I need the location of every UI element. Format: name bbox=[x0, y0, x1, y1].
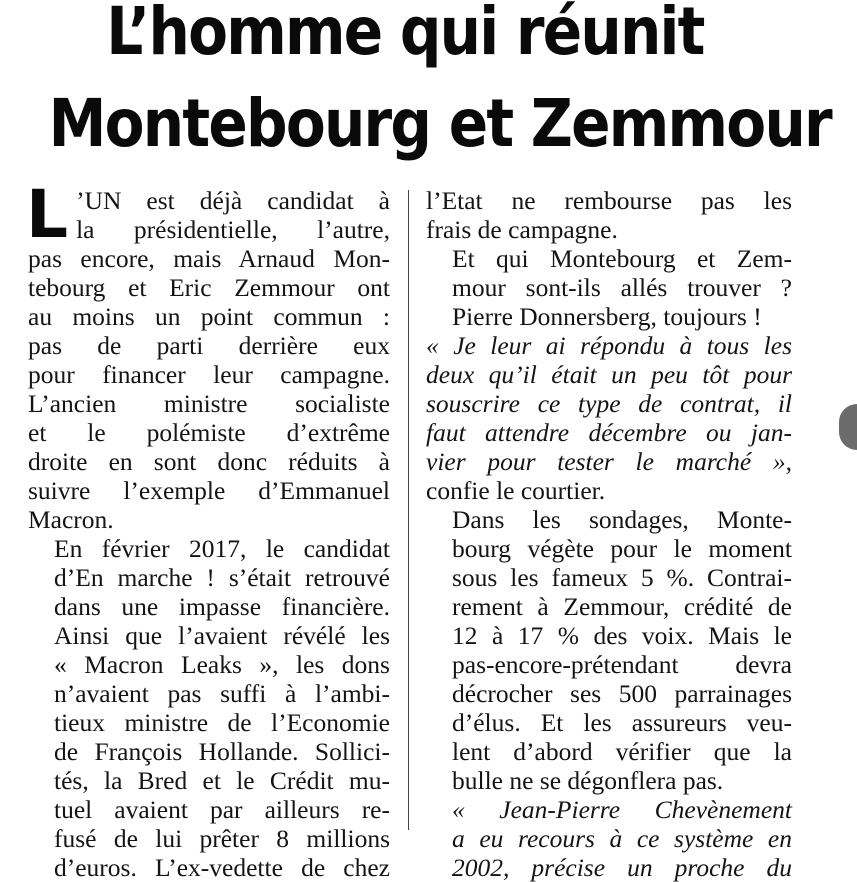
text-line: faut attendre décembre ou jan- bbox=[426, 418, 792, 447]
text-line: bourg végète pour le moment bbox=[452, 534, 792, 563]
text-line: tieux ministre de l’Economie bbox=[54, 708, 390, 737]
paragraph-quote bbox=[426, 331, 792, 505]
text-line: « Jean-Pierre Chevènement bbox=[452, 795, 792, 824]
text-line: d’En marche ! s’était retrouvé bbox=[54, 563, 390, 592]
text-line: d’élus. Et les assureurs veu- bbox=[452, 708, 792, 737]
text-line: 2002, précise un proche du bbox=[452, 853, 792, 882]
paragraph-continued bbox=[426, 186, 792, 244]
text-line: pas-encore-prétendant devra bbox=[452, 650, 792, 679]
text-line: frais de campagne. bbox=[426, 215, 618, 244]
text-line: L’ancien ministre socialiste bbox=[28, 389, 390, 418]
text-line: a eu recours à ce système en bbox=[452, 824, 792, 853]
page-turn-handle[interactable] bbox=[839, 404, 857, 450]
text-line: la présidentielle, l’autre, bbox=[76, 215, 390, 244]
text-line: Dans les sondages, Monte- bbox=[452, 505, 792, 534]
drop-cap: L bbox=[26, 176, 69, 253]
article-column-left bbox=[26, 176, 390, 882]
text-line: de François Hollande. Sollici- bbox=[54, 737, 390, 766]
text-line: En février 2017, le candidat bbox=[54, 534, 390, 563]
text-line: Pierre Donnersberg, toujours ! bbox=[452, 302, 762, 331]
text-line: pas encore, mais Arnaud Mon- bbox=[28, 244, 390, 273]
text-line: suivre l’exemple d’Emmanuel bbox=[28, 476, 390, 505]
article-headline bbox=[48, 0, 831, 170]
text-line: Macron. bbox=[28, 505, 114, 534]
text-line: décrocher ses 500 parrainages bbox=[452, 679, 792, 708]
headline-line-2: Montebourg et Zemmour bbox=[48, 85, 831, 162]
text-line: ’UN est déjà candidat à bbox=[76, 186, 390, 215]
text-line: « Macron Leaks », les dons bbox=[54, 650, 390, 679]
text-line: sous les fameux 5 %. Contrai- bbox=[452, 563, 792, 592]
text-line: fusé de lui prêter 8 millions bbox=[54, 824, 390, 853]
text-line: et le polémiste d’extrême bbox=[28, 418, 390, 447]
quote-attribution: confie le courtier. bbox=[426, 476, 606, 505]
text-line: d’euros. L’ex-vedette de chez bbox=[54, 853, 390, 882]
column-divider bbox=[408, 190, 409, 830]
text-line: tuel avaient par ailleurs re- bbox=[54, 795, 390, 824]
text-line: rement à Zemmour, crédité de bbox=[452, 592, 792, 621]
paragraph-chevenement bbox=[426, 795, 792, 882]
paragraph-polls bbox=[426, 505, 792, 795]
text-line: vier pour tester le marché », bbox=[426, 447, 792, 476]
text-line: n’avaient pas suffi à l’ambi- bbox=[54, 679, 390, 708]
text-line: au moins un point commun : bbox=[28, 302, 390, 331]
text-line: pour financer leur campagne. bbox=[28, 360, 390, 389]
article-column-right bbox=[426, 186, 792, 882]
text-line: pas de parti derrière eux bbox=[28, 331, 390, 360]
text-line: deux qu’il était un peu tôt pour bbox=[426, 360, 792, 389]
text-line: Ainsi que l’avaient révélé les bbox=[54, 621, 390, 650]
paragraph-question bbox=[426, 244, 792, 331]
text-line: 12 à 17 % des voix. Mais le bbox=[452, 621, 792, 650]
text-line: l’Etat ne rembourse pas les bbox=[426, 186, 792, 215]
text-line: tés, la Bred et le Crédit mu- bbox=[54, 766, 390, 795]
text-line: « Je leur ai répondu à tous les bbox=[426, 331, 792, 360]
text-line: bulle ne se dégonflera pas. bbox=[452, 766, 724, 795]
text-line: mour sont-ils allés trouver ? bbox=[452, 273, 792, 302]
paragraph-2 bbox=[28, 534, 390, 882]
headline-line-1: L’homme qui réunit bbox=[106, 0, 704, 70]
paragraph-1 bbox=[26, 176, 390, 534]
text-line: tebourg et Eric Zemmour ont bbox=[28, 273, 390, 302]
text-line: souscrire ce type de contrat, il bbox=[426, 389, 792, 418]
text-line: Et qui Montebourg et Zem- bbox=[452, 244, 792, 273]
text-line: lent d’abord vérifier que la bbox=[452, 737, 792, 766]
text-line: dans une impasse financière. bbox=[54, 592, 390, 621]
text-line: droite en sont donc réduits à bbox=[28, 447, 390, 476]
